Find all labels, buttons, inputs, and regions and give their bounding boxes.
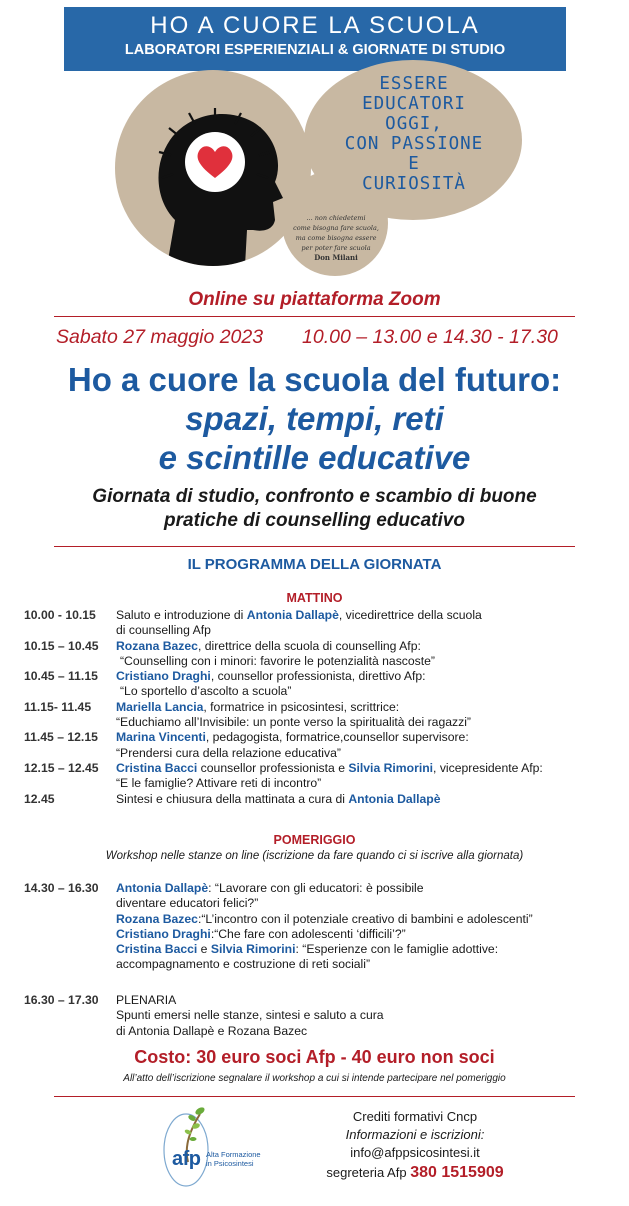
event-date: Sabato 27 maggio 2023 <box>56 326 264 348</box>
credits: Crediti formativi Cncp <box>352 1109 478 1124</box>
header-banner <box>64 7 566 71</box>
event-subtitle: Giornata di studio, confronto e scambio di buone pratiche di counselling educativo <box>92 486 537 531</box>
afp-logo-text: afp <box>172 1148 201 1170</box>
milani-quote: ... non chiedetemi come bisogna fare scuola, ma come bisogna essere per poter fare scuola Don Milani <box>286 213 386 263</box>
program-item: 12.45 Sintesi e chiusura della mattinata a cura di Antonia Dallapè <box>24 791 441 806</box>
header-subtitle: LABORATORI ESPERIENZIALI & GIORNATE DI STUDIO <box>124 42 506 58</box>
afternoon-label: POMERIGGIO <box>273 833 356 847</box>
event-hours: 10.00 – 13.00 e 14.30 - 17.30 <box>302 326 558 348</box>
afp-logo <box>160 1100 270 1188</box>
head-heart-icon <box>115 70 311 266</box>
afternoon-note: Workshop nelle stanze on line (iscrizione da fare quando ci si iscrive alla giornata) <box>105 850 524 862</box>
program-item: 10.15 – 10.45 Rozana Bazec, direttrice della scuola di counselling Afp: “Counselling con i minori: favorire le potenzialità nascoste” <box>24 638 435 668</box>
divider <box>54 546 575 547</box>
event-title-line3: e scintille educative <box>158 439 471 476</box>
contacts <box>300 1108 530 1182</box>
event-title: Ho a cuore la scuola del futuro: <box>67 361 562 398</box>
quote-author: Don Milani <box>314 253 358 262</box>
divider <box>54 316 575 317</box>
info-label: Informazioni e iscrizioni: <box>345 1127 485 1142</box>
afp-logo-caption: Alta Formazione in Psicosintesi <box>206 1150 261 1168</box>
cost-text: Costo: 30 euro soci Afp - 40 euro non soci <box>134 1047 495 1067</box>
header-title: HO A CUORE LA SCUOLA <box>150 12 480 39</box>
morning-label: MATTINO <box>286 591 343 605</box>
platform-line: Online su piattaforma Zoom <box>188 289 441 310</box>
event-title-line2: spazi, tempi, reti <box>185 400 444 437</box>
program-item: 10.45 – 11.15 Cristiano Draghi, counsellor professionista, direttivo Afp: “Lo sportello d’ascolto a scuola” <box>24 669 426 699</box>
program-item: 11.15- 11.45 Mariella Lancia, formatrice in psicosintesi, scrittrice: “Educhiamo all’Invisibile: un ponte verso la spiritualità dei ragazzi” <box>24 699 471 730</box>
program-item: 12.15 – 12.45 Cristina Bacci counsellor professionista e Silvia Rimorini, vicepresidente Afp: “E le famiglie? Attivare reti di incontro” <box>24 760 543 791</box>
plenary: 16.30 – 17.30 PLENARIA Spunti emersi nelle stanze, sintesi e saluto a cura di Antonia Dallapè e Rozana Bazec <box>24 993 384 1038</box>
program-item: 11.45 – 12.15 Marina Vincenti, pedagogista, formatrice,counsellor supervisore: “Prendersi cura della relazione educativa” <box>24 730 469 760</box>
cost-note: All’atto dell’iscrizione segnalare il workshop a cui si intende partecipare nel pomeriggio <box>123 1073 506 1084</box>
morning-program <box>24 608 624 807</box>
program-heading: IL PROGRAMMA DELLA GIORNATA <box>187 556 442 573</box>
phone-number[interactable]: 380 1515909 <box>410 1164 504 1181</box>
program-item: 14.30 – 16.30 Antonia Dallapè: “Lavorare con gli educatori: è possibile diventare educatori felici?” Rozana Bazec:“L’incontro con il potenziale creativo di bambini e adolescenti” Cristiano Draghi:“Che fare con adolescenti ‘difficili’?” Cristina Bacci e Silvia Rimorini: “Esperienze con le famiglie adottive: accompagnamento e costruzione di reti sociali” <box>24 881 533 972</box>
essere-text: ESSERE EDUCATORI OGGI, CON PASSIONE E CURIOSITÀ <box>344 74 484 194</box>
email-link[interactable]: info@afppsicosintesi.it <box>350 1145 480 1160</box>
divider <box>54 1096 575 1097</box>
afternoon-program <box>24 881 624 973</box>
program-item: 10.00 - 10.15 Saluto e introduzione di Antonia Dallapè, vicedirettrice della scuola di counselling Afp <box>24 608 482 638</box>
afp-logo-icon <box>160 1100 270 1188</box>
head-circle <box>115 70 311 266</box>
secretary-label: segreteria Afp <box>326 1165 407 1180</box>
